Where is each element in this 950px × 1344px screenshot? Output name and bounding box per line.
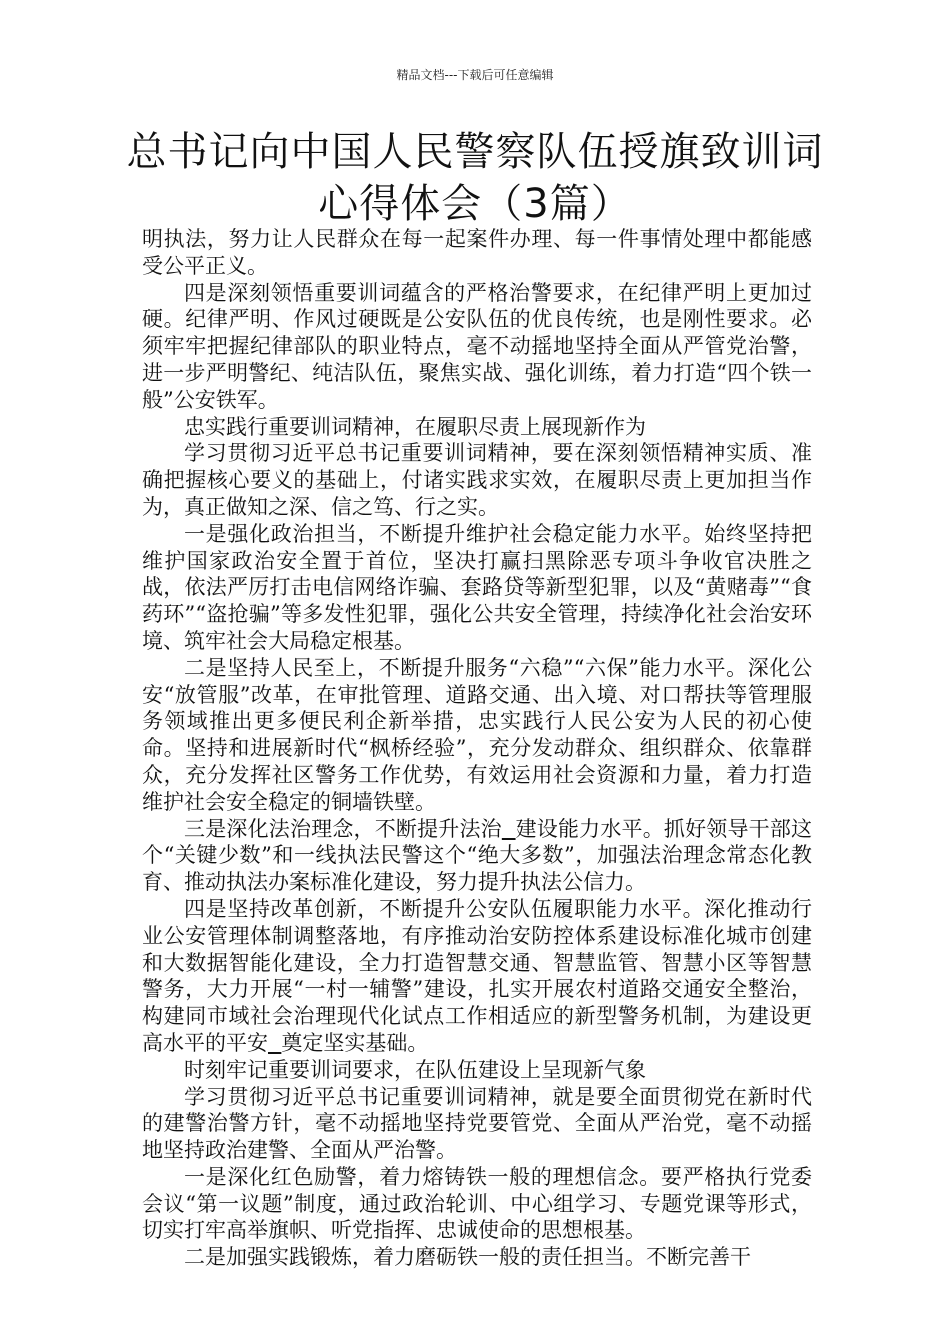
paragraph-text: 建设能力水平。抓好领导干部这个“关键少数”和一线执法民警这个“绝大多数”，加强法治理念常态化教育、推动执法办案标准化建设，努力提升执法公信力。 bbox=[142, 816, 813, 895]
paragraph-text: 四是坚持改革创新，不断提升公安队伍履职能力水平。深化推动行业公安管理体制调整落地，有序推动治安防控体系建设标准化城市创建和大数据智能化建设，全力打造智慧交通、智慧监管、智慧小区等智慧警务，大力开展“一村一辅警”建设，扎实开展农村道路交通安全整治，构建同市域社会治理现代化试点工作相适应的新型警务机制，为建设更高水平的平安 bbox=[142, 896, 812, 1055]
paragraph-text: 三是深化法治理念，不断提升法治 bbox=[184, 816, 502, 841]
paragraph: 学习贯彻习近平总书记重要训词精神，要在深刻领悟精神实质、准确把握核心要义的基础上，付诸实践求实效，在履职尽责上更加担当作为，真正做知之深、信之笃、行之实。 bbox=[142, 441, 812, 519]
paragraph: 二是加强实践锻炼，着力磨砺铁一般的责任担当。不断完善干 bbox=[184, 1245, 751, 1270]
paragraph: 二是坚持人民至上，不断提升服务“六稳”“六保”能力水平。深化公安“放管服”改革，在审批管理、道路交通、出入境、对口帮扶等管理服务领域推出更多便民利企新举措，忠实践行人民公安为人民的初心使命。坚持和进展新时代“枫桥经验”，充分发动群众、组织群众、依靠群众，充分发挥社区警务工作优势，有效运用社会资源和力量，着力打造维护社会安全稳定的铜墙铁壁。 bbox=[142, 655, 812, 814]
section-heading: 忠实践行重要训词精神，在履职尽责上展现新作为 bbox=[184, 414, 646, 439]
paragraph: 学习贯彻习近平总书记重要训词精神，就是要全面贯彻党在新时代的建警治警方针，毫不动摇地坚持党要管党、全面从严治党，毫不动摇地坚持政治建警、全面从严治警。 bbox=[142, 1084, 812, 1163]
paragraph-text: 奠定坚实基础。 bbox=[281, 1030, 429, 1055]
section-heading: 时刻牢记重要训词要求，在队伍建设上呈现新气象 bbox=[184, 1057, 646, 1082]
paragraph-continuation: 明执法，努力让人民群众在每一起案件办理、每一件事情处理中都能感受公平正义。 bbox=[142, 227, 812, 278]
document-title bbox=[100, 126, 850, 230]
paragraph bbox=[142, 816, 812, 896]
paragraph: 四是深刻领悟重要训词蕴含的严格治警要求，在纪律严明上更加过硬。纪律严明、作风过硬既是公安队伍的优良传统，也是刚性要求。必须牢牢把握纪律部队的职业特点，毫不动摇地坚持全面从严管党治警，进一步严明警纪、纯洁队伍，聚焦实战、强化训练，着力打造“四个铁一般”公安铁军。 bbox=[142, 280, 812, 412]
document-body bbox=[142, 226, 812, 1271]
blank-underline bbox=[268, 1031, 281, 1055]
title-line-2: 心得体会（3篇） bbox=[318, 181, 632, 227]
paragraph: 一是强化政治担当，不断提升维护社会稳定能力水平。始终坚持把维护国家政治安全置于首位，坚决打赢扫黑除恶专项斗争收官决胜之战，依法严厉打击电信网络诈骗、套路贷等新型犯罪，以及“黄赌毒”“食药环”“盗抢骗”等多发性犯罪，强化公共安全管理，持续净化社会治安环境、筑牢社会大局稳定根基。 bbox=[142, 521, 812, 653]
blank-underline bbox=[502, 817, 516, 841]
paragraph bbox=[142, 896, 812, 1057]
title-line-1: 总书记向中国人民警察队伍授旗致训词 bbox=[126, 129, 824, 175]
page-header: 精品文档---下载后可任意编辑 bbox=[396, 68, 554, 82]
paragraph: 一是深化红色励警，着力熔铸铁一般的理想信念。要严格执行党委会议“第一议题”制度，通过政治轮训、中心组学习、专题党课等形式，切实打牢高举旗帜、听党指挥、忠诚使命的思想根基。 bbox=[142, 1164, 812, 1243]
